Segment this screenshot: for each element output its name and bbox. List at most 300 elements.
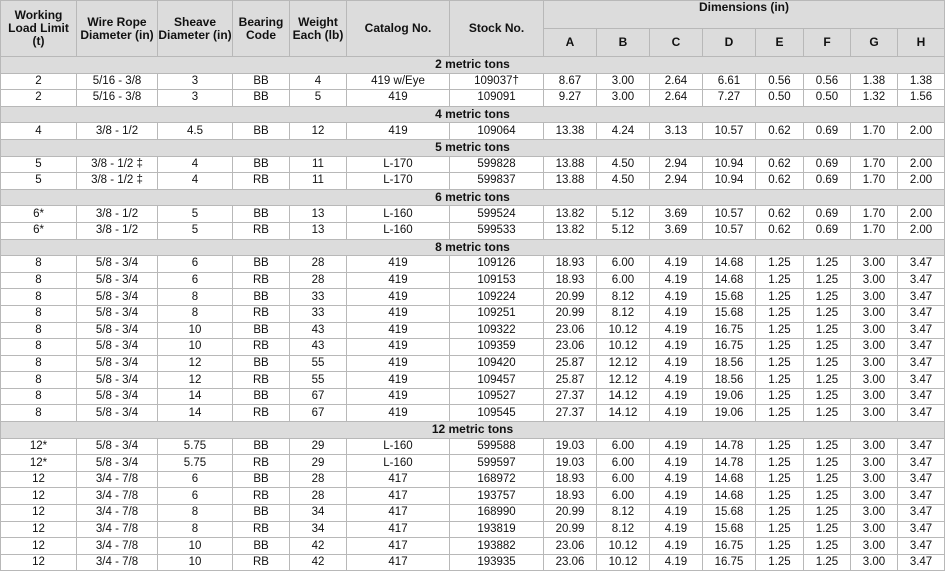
table-cell: 14 bbox=[158, 388, 233, 405]
table-cell: RB bbox=[233, 305, 290, 322]
table-cell: RB bbox=[233, 173, 290, 190]
table-cell: 16.75 bbox=[703, 339, 756, 356]
table-cell: 3.00 bbox=[851, 455, 898, 472]
table-cell: 2.00 bbox=[898, 123, 945, 140]
table-cell: 6.00 bbox=[597, 455, 650, 472]
table-cell: L-160 bbox=[347, 438, 450, 455]
table-cell: 8.12 bbox=[597, 289, 650, 306]
table-cell: 12 bbox=[1, 554, 77, 571]
table-cell: 14.68 bbox=[703, 488, 756, 505]
table-cell: 419 bbox=[347, 305, 450, 322]
table-cell: 1.25 bbox=[756, 272, 804, 289]
table-cell: 1.25 bbox=[756, 405, 804, 422]
table-cell: 1.25 bbox=[804, 322, 851, 339]
table-cell: 3.00 bbox=[851, 305, 898, 322]
table-cell: 16.75 bbox=[703, 322, 756, 339]
table-cell: 34 bbox=[290, 521, 347, 538]
table-cell: 5.12 bbox=[597, 206, 650, 223]
table-cell: 3 bbox=[158, 73, 233, 90]
table-cell: 12.12 bbox=[597, 355, 650, 372]
table-cell: 2 bbox=[1, 73, 77, 90]
table-cell: 12 bbox=[1, 471, 77, 488]
table-cell: 419 bbox=[347, 90, 450, 107]
table-cell: 3.47 bbox=[898, 305, 945, 322]
table-row bbox=[1, 156, 945, 173]
table-cell: BB bbox=[233, 256, 290, 273]
col-header-dim-g: G bbox=[851, 29, 898, 57]
col-header-dim-e: E bbox=[756, 29, 804, 57]
table-cell: 599597 bbox=[450, 455, 544, 472]
table-cell: 4 bbox=[1, 123, 77, 140]
table-cell: BB bbox=[233, 206, 290, 223]
table-row bbox=[1, 222, 945, 239]
table-cell: 1.25 bbox=[804, 405, 851, 422]
group-header-row bbox=[1, 239, 945, 256]
table-cell: 599837 bbox=[450, 173, 544, 190]
table-cell: 1.25 bbox=[804, 488, 851, 505]
table-cell: 6* bbox=[1, 206, 77, 223]
table-cell: 9.27 bbox=[544, 90, 597, 107]
table-cell: 3/4 - 7/8 bbox=[77, 488, 158, 505]
table-cell: 4.19 bbox=[650, 289, 703, 306]
table-cell: 1.25 bbox=[804, 471, 851, 488]
table-cell: 4.50 bbox=[597, 173, 650, 190]
table-cell: 14.78 bbox=[703, 438, 756, 455]
table-cell: 1.70 bbox=[851, 123, 898, 140]
table-cell: 3.47 bbox=[898, 322, 945, 339]
table-cell: L-160 bbox=[347, 222, 450, 239]
table-row bbox=[1, 372, 945, 389]
table-cell: BB bbox=[233, 505, 290, 522]
table-cell: 10.57 bbox=[703, 206, 756, 223]
table-cell: 3.47 bbox=[898, 289, 945, 306]
table-cell: 6.00 bbox=[597, 471, 650, 488]
table-cell: 0.62 bbox=[756, 206, 804, 223]
table-cell: 1.25 bbox=[756, 372, 804, 389]
table-cell: 12 bbox=[1, 538, 77, 555]
table-cell: 1.25 bbox=[756, 438, 804, 455]
table-cell: RB bbox=[233, 222, 290, 239]
table-row bbox=[1, 505, 945, 522]
table-cell: 0.69 bbox=[804, 156, 851, 173]
col-header-sheave-diameter: Sheave Diameter (in) bbox=[158, 1, 233, 57]
table-cell: BB bbox=[233, 438, 290, 455]
table-cell: 2.00 bbox=[898, 206, 945, 223]
table-cell: 4.5 bbox=[158, 123, 233, 140]
table-cell: RB bbox=[233, 339, 290, 356]
table-cell: 8 bbox=[1, 372, 77, 389]
table-cell: 4.50 bbox=[597, 156, 650, 173]
table-cell: 8 bbox=[158, 521, 233, 538]
table-cell: 25.87 bbox=[544, 355, 597, 372]
table-cell: 3.47 bbox=[898, 355, 945, 372]
table-cell: 5/8 - 3/4 bbox=[77, 272, 158, 289]
table-cell: 8 bbox=[1, 405, 77, 422]
table-cell: 14.12 bbox=[597, 388, 650, 405]
table-cell: RB bbox=[233, 521, 290, 538]
table-row bbox=[1, 405, 945, 422]
table-cell: 5 bbox=[158, 222, 233, 239]
table-cell: 3/4 - 7/8 bbox=[77, 505, 158, 522]
table-cell: 19.06 bbox=[703, 405, 756, 422]
table-cell: 7.27 bbox=[703, 90, 756, 107]
table-cell: 3/8 - 1/2 ‡ bbox=[77, 173, 158, 190]
table-cell: 2.00 bbox=[898, 173, 945, 190]
table-cell: 1.70 bbox=[851, 156, 898, 173]
table-cell: 168990 bbox=[450, 505, 544, 522]
table-cell: 20.99 bbox=[544, 521, 597, 538]
table-cell: 3.00 bbox=[597, 73, 650, 90]
table-row bbox=[1, 272, 945, 289]
table-row bbox=[1, 123, 945, 140]
table-cell: 8 bbox=[158, 289, 233, 306]
table-cell: 8 bbox=[1, 355, 77, 372]
table-cell: 3.47 bbox=[898, 388, 945, 405]
table-cell: 1.25 bbox=[804, 505, 851, 522]
table-cell: 5/8 - 3/4 bbox=[77, 388, 158, 405]
table-cell: 109153 bbox=[450, 272, 544, 289]
table-cell: 1.25 bbox=[756, 554, 804, 571]
table-cell: 13.82 bbox=[544, 206, 597, 223]
table-row bbox=[1, 256, 945, 273]
table-cell: 27.37 bbox=[544, 405, 597, 422]
group-title: 6 metric tons bbox=[1, 189, 945, 206]
group-header-row bbox=[1, 422, 945, 439]
table-cell: 5 bbox=[158, 206, 233, 223]
table-cell: 1.25 bbox=[804, 372, 851, 389]
table-cell: 13.88 bbox=[544, 173, 597, 190]
table-row bbox=[1, 339, 945, 356]
table-cell: 5/8 - 3/4 bbox=[77, 405, 158, 422]
table-cell: 3.00 bbox=[851, 339, 898, 356]
table-cell: 3.47 bbox=[898, 538, 945, 555]
table-cell: 16.75 bbox=[703, 538, 756, 555]
table-cell: 1.25 bbox=[756, 488, 804, 505]
table-cell: 109251 bbox=[450, 305, 544, 322]
table-cell: 2.94 bbox=[650, 156, 703, 173]
table-cell: 10.57 bbox=[703, 222, 756, 239]
table-cell: 193757 bbox=[450, 488, 544, 505]
table-cell: 599828 bbox=[450, 156, 544, 173]
table-cell: 419 bbox=[347, 322, 450, 339]
table-cell: 3.00 bbox=[851, 538, 898, 555]
table-cell: 15.68 bbox=[703, 505, 756, 522]
table-cell: 4.19 bbox=[650, 388, 703, 405]
table-cell: 3.47 bbox=[898, 256, 945, 273]
table-cell: 1.25 bbox=[804, 289, 851, 306]
table-cell: 3/4 - 7/8 bbox=[77, 471, 158, 488]
table-cell: 419 bbox=[347, 372, 450, 389]
table-cell: 5/16 - 3/8 bbox=[77, 90, 158, 107]
table-cell: 55 bbox=[290, 372, 347, 389]
table-cell: 6 bbox=[158, 471, 233, 488]
table-cell: 3.00 bbox=[851, 505, 898, 522]
table-cell: 1.25 bbox=[756, 388, 804, 405]
table-cell: 10 bbox=[158, 322, 233, 339]
table-cell: 1.70 bbox=[851, 222, 898, 239]
table-cell: 16.75 bbox=[703, 554, 756, 571]
table-cell: 109322 bbox=[450, 322, 544, 339]
table-cell: 3.69 bbox=[650, 206, 703, 223]
table-cell: 109064 bbox=[450, 123, 544, 140]
table-cell: 4.19 bbox=[650, 538, 703, 555]
table-cell: 1.25 bbox=[804, 355, 851, 372]
table-cell: 4 bbox=[290, 73, 347, 90]
table-cell: 13 bbox=[290, 206, 347, 223]
table-cell: 15.68 bbox=[703, 521, 756, 538]
table-cell: 4.19 bbox=[650, 488, 703, 505]
table-row bbox=[1, 73, 945, 90]
table-cell: BB bbox=[233, 73, 290, 90]
table-cell: 13.88 bbox=[544, 156, 597, 173]
table-row bbox=[1, 455, 945, 472]
table-cell: 3.00 bbox=[851, 272, 898, 289]
table-cell: 10.94 bbox=[703, 156, 756, 173]
table-cell: 3.00 bbox=[851, 372, 898, 389]
table-cell: 419 w/Eye bbox=[347, 73, 450, 90]
table-cell: 20.99 bbox=[544, 305, 597, 322]
table-cell: 18.56 bbox=[703, 355, 756, 372]
table-cell: 29 bbox=[290, 455, 347, 472]
table-cell: 23.06 bbox=[544, 322, 597, 339]
table-cell: 12 bbox=[1, 521, 77, 538]
table-cell: 5/8 - 3/4 bbox=[77, 455, 158, 472]
table-cell: 1.38 bbox=[898, 73, 945, 90]
col-header-weight-each: Weight Each (lb) bbox=[290, 1, 347, 57]
table-cell: 8.67 bbox=[544, 73, 597, 90]
group-title: 2 metric tons bbox=[1, 57, 945, 74]
table-cell: 6.00 bbox=[597, 272, 650, 289]
table-cell: 33 bbox=[290, 305, 347, 322]
table-cell: 3.47 bbox=[898, 505, 945, 522]
table-cell: 12* bbox=[1, 455, 77, 472]
table-cell: 25.87 bbox=[544, 372, 597, 389]
table-cell: 1.25 bbox=[804, 554, 851, 571]
table-cell: 5.75 bbox=[158, 438, 233, 455]
table-cell: 419 bbox=[347, 388, 450, 405]
table-cell: RB bbox=[233, 554, 290, 571]
table-row bbox=[1, 554, 945, 571]
table-row bbox=[1, 538, 945, 555]
table-row bbox=[1, 388, 945, 405]
table-cell: 3.13 bbox=[650, 123, 703, 140]
group-title: 12 metric tons bbox=[1, 422, 945, 439]
table-row bbox=[1, 471, 945, 488]
table-cell: 3/4 - 7/8 bbox=[77, 521, 158, 538]
table-cell: BB bbox=[233, 355, 290, 372]
table-cell: RB bbox=[233, 455, 290, 472]
table-cell: 3 bbox=[158, 90, 233, 107]
table-cell: 3/8 - 1/2 bbox=[77, 206, 158, 223]
table-cell: 6 bbox=[158, 272, 233, 289]
table-cell: 3/4 - 7/8 bbox=[77, 538, 158, 555]
table-cell: 42 bbox=[290, 554, 347, 571]
table-cell: 3.47 bbox=[898, 272, 945, 289]
table-cell: 3.47 bbox=[898, 339, 945, 356]
table-cell: 14 bbox=[158, 405, 233, 422]
table-cell: 6 bbox=[158, 256, 233, 273]
table-header bbox=[1, 1, 945, 57]
table-cell: 3.47 bbox=[898, 405, 945, 422]
table-cell: 0.69 bbox=[804, 173, 851, 190]
table-cell: 5/16 - 3/8 bbox=[77, 73, 158, 90]
table-cell: 8 bbox=[1, 289, 77, 306]
table-cell: 12* bbox=[1, 438, 77, 455]
table-cell: 0.56 bbox=[804, 73, 851, 90]
table-cell: 28 bbox=[290, 256, 347, 273]
table-cell: 5 bbox=[1, 173, 77, 190]
table-cell: 3.00 bbox=[851, 521, 898, 538]
table-row bbox=[1, 289, 945, 306]
table-cell: 417 bbox=[347, 505, 450, 522]
table-cell: 1.25 bbox=[756, 256, 804, 273]
table-cell: 11 bbox=[290, 156, 347, 173]
table-cell: 12 bbox=[1, 505, 77, 522]
table-cell: 4.19 bbox=[650, 322, 703, 339]
table-cell: 1.38 bbox=[851, 73, 898, 90]
table-cell: 4.24 bbox=[597, 123, 650, 140]
table-cell: 14.12 bbox=[597, 405, 650, 422]
table-cell: 0.50 bbox=[804, 90, 851, 107]
table-cell: RB bbox=[233, 272, 290, 289]
table-cell: 419 bbox=[347, 289, 450, 306]
table-cell: 18.93 bbox=[544, 488, 597, 505]
table-cell: 1.25 bbox=[804, 455, 851, 472]
table-cell: 13.38 bbox=[544, 123, 597, 140]
table-cell: 13 bbox=[290, 222, 347, 239]
table-cell: 1.25 bbox=[804, 305, 851, 322]
table-cell: 23.06 bbox=[544, 538, 597, 555]
col-header-dim-h: H bbox=[898, 29, 945, 57]
table-cell: 19.06 bbox=[703, 388, 756, 405]
table-cell: 4.19 bbox=[650, 455, 703, 472]
table-cell: 5.12 bbox=[597, 222, 650, 239]
table-cell: 4.19 bbox=[650, 521, 703, 538]
table-row bbox=[1, 173, 945, 190]
table-cell: 12 bbox=[290, 123, 347, 140]
table-cell: 29 bbox=[290, 438, 347, 455]
table-cell: 2 bbox=[1, 90, 77, 107]
table-cell: 18.93 bbox=[544, 256, 597, 273]
table-cell: 419 bbox=[347, 405, 450, 422]
table-cell: RB bbox=[233, 488, 290, 505]
table-cell: 3.00 bbox=[851, 322, 898, 339]
col-header-dim-a: A bbox=[544, 29, 597, 57]
table-cell: 109037† bbox=[450, 73, 544, 90]
table-cell: 3.47 bbox=[898, 438, 945, 455]
table-cell: 3.00 bbox=[851, 554, 898, 571]
table-cell: 1.70 bbox=[851, 206, 898, 223]
table-cell: 1.70 bbox=[851, 173, 898, 190]
table-cell: 3.00 bbox=[851, 388, 898, 405]
table-cell: 3.00 bbox=[597, 90, 650, 107]
table-cell: 0.62 bbox=[756, 156, 804, 173]
table-cell: 4.19 bbox=[650, 554, 703, 571]
table-cell: 0.62 bbox=[756, 123, 804, 140]
table-cell: 419 bbox=[347, 339, 450, 356]
table-cell: 1.25 bbox=[756, 289, 804, 306]
table-cell: 14.68 bbox=[703, 471, 756, 488]
col-header-dim-f: F bbox=[804, 29, 851, 57]
table-cell: 1.25 bbox=[756, 322, 804, 339]
table-cell: 34 bbox=[290, 505, 347, 522]
table-cell: 10.94 bbox=[703, 173, 756, 190]
table-cell: RB bbox=[233, 372, 290, 389]
table-cell: 3.47 bbox=[898, 554, 945, 571]
table-cell: 1.25 bbox=[804, 521, 851, 538]
table-cell: 10 bbox=[158, 339, 233, 356]
table-cell: 4.19 bbox=[650, 471, 703, 488]
table-cell: 8.12 bbox=[597, 521, 650, 538]
table-cell: 18.93 bbox=[544, 471, 597, 488]
table-cell: 10.12 bbox=[597, 538, 650, 555]
table-cell: 6 bbox=[158, 488, 233, 505]
table-cell: 3.69 bbox=[650, 222, 703, 239]
table-cell: 417 bbox=[347, 521, 450, 538]
table-cell: 0.50 bbox=[756, 90, 804, 107]
table-cell: 4 bbox=[158, 173, 233, 190]
table-cell: 109359 bbox=[450, 339, 544, 356]
table-cell: 28 bbox=[290, 272, 347, 289]
table-cell: 0.69 bbox=[804, 206, 851, 223]
table-cell: 3.47 bbox=[898, 372, 945, 389]
table-cell: 109420 bbox=[450, 355, 544, 372]
table-cell: 417 bbox=[347, 488, 450, 505]
table-cell: 109224 bbox=[450, 289, 544, 306]
table-cell: 3.47 bbox=[898, 471, 945, 488]
table-cell: L-160 bbox=[347, 455, 450, 472]
table-cell: 12.12 bbox=[597, 372, 650, 389]
table-cell: 3.00 bbox=[851, 471, 898, 488]
table-cell: 4.19 bbox=[650, 355, 703, 372]
table-cell: 2.00 bbox=[898, 156, 945, 173]
table-cell: BB bbox=[233, 322, 290, 339]
table-cell: 18.93 bbox=[544, 272, 597, 289]
table-cell: 6.00 bbox=[597, 438, 650, 455]
table-cell: BB bbox=[233, 123, 290, 140]
table-cell: 3/8 - 1/2 bbox=[77, 222, 158, 239]
table-cell: 3.47 bbox=[898, 455, 945, 472]
table-cell: 1.25 bbox=[756, 471, 804, 488]
table-cell: 8 bbox=[1, 256, 77, 273]
table-cell: 419 bbox=[347, 256, 450, 273]
col-header-bearing-code: Bearing Code bbox=[233, 1, 290, 57]
table-cell: BB bbox=[233, 156, 290, 173]
table-cell: 8.12 bbox=[597, 505, 650, 522]
col-header-wire-rope-diameter: Wire Rope Diameter (in) bbox=[77, 1, 158, 57]
table-cell: 5/8 - 3/4 bbox=[77, 256, 158, 273]
table-row bbox=[1, 438, 945, 455]
table-cell: 6.00 bbox=[597, 488, 650, 505]
table-cell: 3.00 bbox=[851, 256, 898, 273]
table-cell: 10.12 bbox=[597, 322, 650, 339]
group-header-row bbox=[1, 139, 945, 156]
table-cell: 4.19 bbox=[650, 438, 703, 455]
table-cell: 2.64 bbox=[650, 73, 703, 90]
table-cell: 6* bbox=[1, 222, 77, 239]
table-cell: BB bbox=[233, 538, 290, 555]
table-cell: 28 bbox=[290, 488, 347, 505]
table-cell: 4.19 bbox=[650, 339, 703, 356]
table-cell: 168972 bbox=[450, 471, 544, 488]
col-header-stock-no: Stock No. bbox=[450, 1, 544, 57]
table-cell: 3.00 bbox=[851, 405, 898, 422]
table-cell: 1.25 bbox=[804, 272, 851, 289]
table-cell: 5 bbox=[290, 90, 347, 107]
table-cell: 5/8 - 3/4 bbox=[77, 305, 158, 322]
table-cell: 10 bbox=[158, 538, 233, 555]
col-header-dim-c: C bbox=[650, 29, 703, 57]
